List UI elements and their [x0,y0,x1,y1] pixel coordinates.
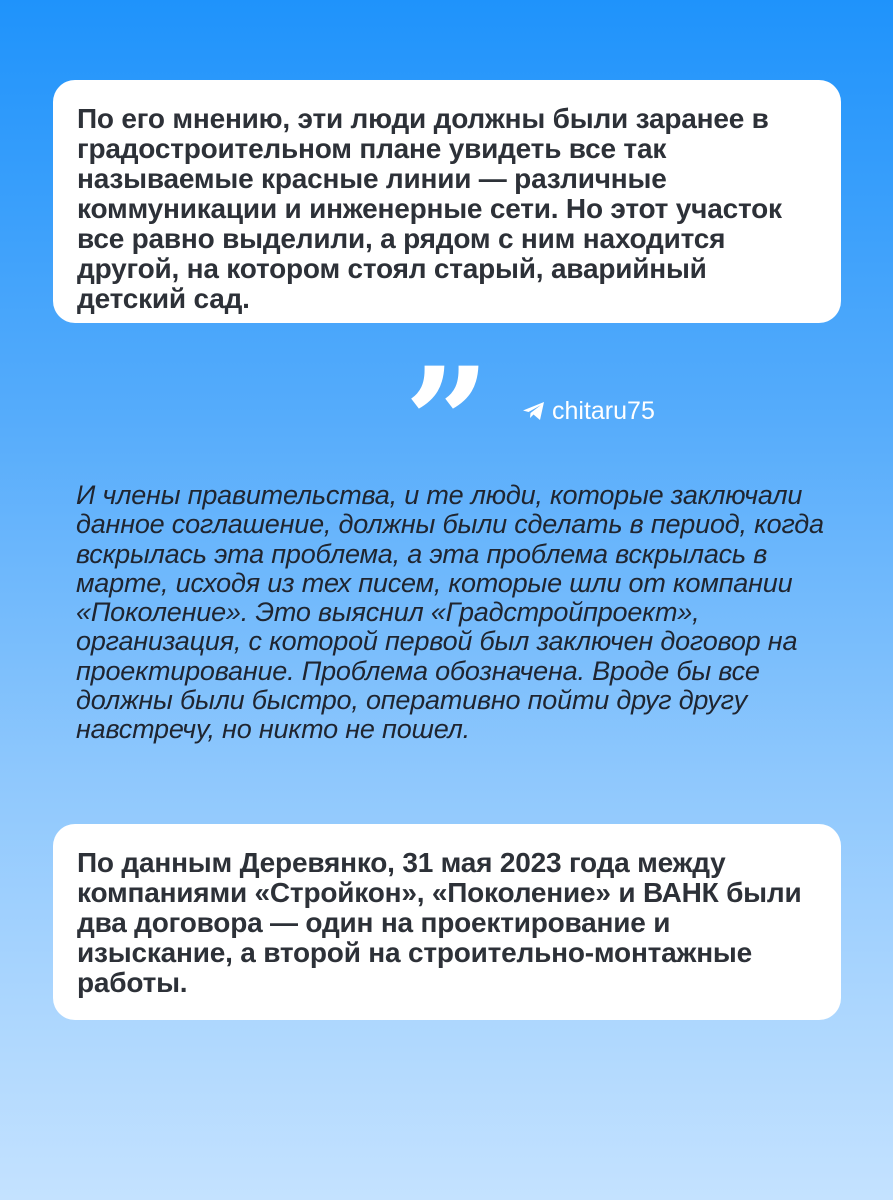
bottom-text-card [53,824,841,1020]
channel-name: chitaru75 [552,397,655,425]
quote-text: И члены правительства, и те люди, которые заключали данное соглашение, должны были сделать в период, когда вскрылась эта проблема, а эта проблема вскрылась в марте, исходя из тех писем, которые шли от компании «Поколение». Это выяснил «Градстройпроект», организация, с которой первой был заключен договор на проектирование. Проблема обозначена. Вроде бы все должны были быстро, оперативно пойти друг другу навстречу, но никто не пошел. [76,480,824,745]
telegram-icon [522,401,546,421]
bottom-card-text: По данным Деревянко, 31 мая 2023 года между компаниями «Стройкон», «Поколение» и ВАНК были два договора — один на проектирование и изыскание, а второй на строительно-монтажные работы. [77,847,802,998]
top-text-card [53,80,841,323]
channel-tag[interactable] [522,396,655,426]
quote-mark-icon: ” [404,335,491,511]
top-card-text: По его мнению, эти люди должны были заранее в градостроительном плане увидеть все так называемые красные линии — различные коммуникации и инженерные сети. Но этот участок все равно выделили, а рядом с ним находится другой, на котором стоял старый, аварийный детский сад. [77,103,782,314]
